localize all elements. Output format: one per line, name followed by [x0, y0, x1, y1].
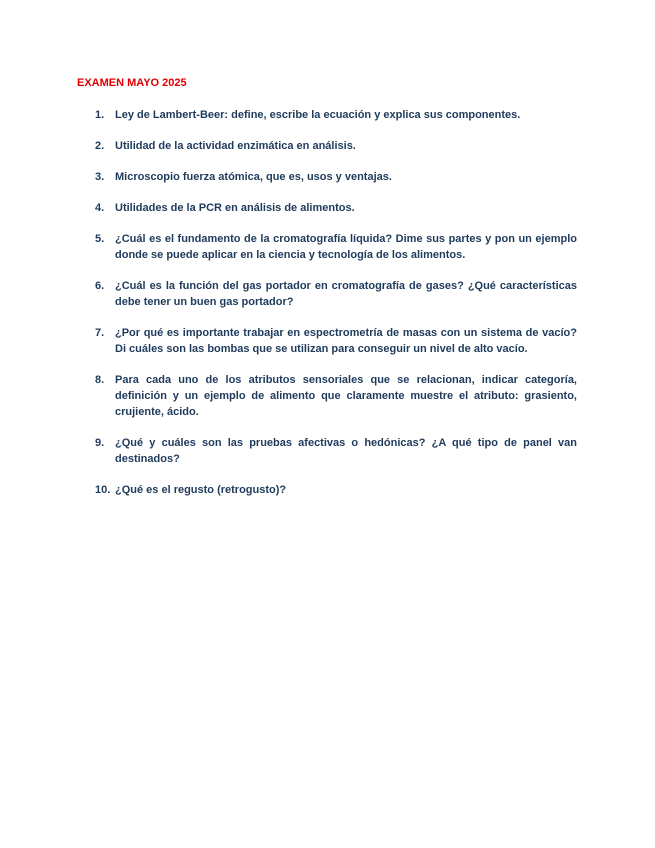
- question-item: [95, 278, 577, 310]
- question-text: ¿Cuál es la función del gas portador en cromatografía de gases? ¿Qué características debe tener un buen gas portador?: [115, 280, 577, 308]
- question-text: ¿Cuál es el fundamento de la cromatografía líquida? Dime sus partes y pon un ejemplo donde se puede aplicar en la ciencia y tecnología de los alimentos.: [115, 233, 577, 261]
- question-text: ¿Qué es el regusto (retrogusto)?: [115, 484, 287, 496]
- question-item: [95, 325, 577, 357]
- question-text: Utilidades de la PCR en análisis de alimentos.: [115, 202, 355, 214]
- question-number: 2.: [95, 140, 105, 152]
- question-item: [95, 107, 577, 123]
- question-item: [95, 231, 577, 263]
- question-number: 3.: [95, 171, 105, 183]
- question-number: 4.: [95, 202, 105, 214]
- question-number: 5.: [95, 233, 105, 245]
- question-item: [95, 138, 577, 154]
- question-text: ¿Por qué es importante trabajar en espectrometría de masas con un sistema de vacío? Di cuáles son las bombas que se utilizan para conseguir un nivel de alto vacío.: [115, 327, 577, 355]
- question-item: [95, 372, 577, 420]
- question-text: ¿Qué y cuáles son las pruebas afectivas o hedónicas? ¿A qué tipo de panel van destinados?: [115, 437, 577, 465]
- question-number: 6.: [95, 280, 105, 292]
- question-number: 9.: [95, 437, 105, 449]
- question-text: Ley de Lambert-Beer: define, escribe la ecuación y explica sus componentes.: [115, 109, 521, 121]
- question-item: [95, 482, 577, 498]
- question-text: Microscopio fuerza atómica, que es, usos y ventajas.: [115, 171, 392, 183]
- question-item: [95, 169, 577, 185]
- question-number: 1.: [95, 109, 105, 121]
- question-text: Para cada uno de los atributos sensoriales que se relacionan, indicar categoría, definición y un ejemplo de alimento que claramente muestre el atributo: grasiento, crujiente, ácido.: [115, 374, 577, 418]
- exam-title: EXAMEN MAYO 2025: [77, 77, 187, 89]
- question-number: 8.: [95, 374, 105, 386]
- question-text: Utilidad de la actividad enzimática en análisis.: [115, 140, 356, 152]
- question-number: 10.: [95, 484, 111, 496]
- question-item: [95, 435, 577, 467]
- question-list: [95, 107, 577, 513]
- question-number: 7.: [95, 327, 105, 339]
- question-item: [95, 200, 577, 216]
